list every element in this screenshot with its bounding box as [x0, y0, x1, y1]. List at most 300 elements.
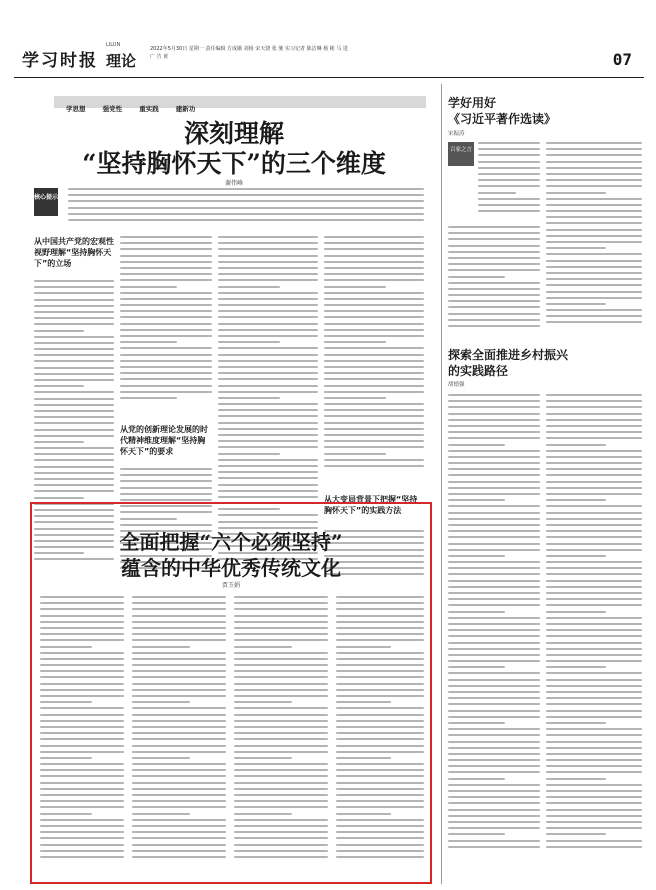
text-line	[40, 602, 124, 604]
text-line	[34, 478, 114, 480]
text-line	[234, 633, 328, 635]
text-line	[336, 676, 424, 678]
text-line	[478, 179, 540, 181]
text-line	[546, 629, 642, 631]
text-line	[68, 213, 424, 215]
text-line	[546, 536, 642, 538]
text-line	[448, 778, 505, 780]
text-line	[546, 297, 642, 299]
text-line	[40, 639, 124, 641]
text-line	[120, 242, 212, 244]
text-line	[218, 310, 318, 312]
text-line	[448, 815, 540, 817]
text-line	[448, 666, 505, 668]
text-line	[132, 658, 226, 660]
text-line	[546, 846, 642, 848]
text-line	[34, 360, 114, 362]
text-line	[324, 267, 424, 269]
text-line	[448, 586, 540, 588]
text-line	[324, 403, 424, 405]
text-line	[336, 837, 424, 839]
text-line	[448, 257, 540, 259]
text-line	[132, 683, 226, 685]
text-line	[132, 757, 190, 759]
text-line	[40, 596, 124, 598]
text-line	[336, 639, 424, 641]
text-line	[120, 323, 212, 325]
text-line	[132, 714, 226, 716]
text-line	[218, 323, 318, 325]
text-line	[132, 627, 226, 629]
text-line	[324, 323, 424, 325]
text-line	[234, 615, 328, 617]
article1-section-head: 从大变局背景下把握“坚持胸怀天下”的实践方法	[324, 495, 418, 515]
text-line	[120, 279, 212, 281]
text-line	[34, 391, 114, 393]
text-line	[40, 831, 124, 833]
text-line	[324, 273, 424, 275]
text-line	[218, 273, 318, 275]
text-line	[324, 391, 424, 393]
text-line	[478, 161, 540, 163]
text-line	[546, 728, 642, 730]
text-line	[546, 431, 642, 433]
text-line	[448, 549, 540, 551]
text-line	[546, 543, 642, 545]
text-line	[336, 769, 424, 771]
text-line	[132, 701, 190, 703]
text-line	[120, 329, 212, 331]
rural-article-col2	[546, 394, 642, 874]
text-line	[132, 763, 226, 765]
text-line	[132, 800, 226, 802]
text-line	[40, 720, 124, 722]
text-line	[132, 689, 226, 691]
text-line	[40, 850, 124, 852]
text-line	[120, 267, 212, 269]
text-line	[546, 185, 642, 187]
text-line	[34, 354, 114, 356]
text-line	[478, 142, 540, 144]
text-line	[324, 286, 386, 288]
text-line	[218, 446, 318, 448]
text-line	[336, 707, 424, 709]
text-line	[120, 493, 212, 495]
text-line	[34, 379, 114, 381]
text-line	[336, 664, 424, 666]
text-line	[336, 850, 424, 852]
text-line	[448, 697, 540, 699]
text-line	[336, 732, 424, 734]
text-line	[546, 611, 606, 613]
text-line	[546, 753, 642, 755]
text-line	[324, 372, 424, 374]
text-line	[448, 462, 540, 464]
text-line	[120, 378, 212, 380]
text-line	[448, 319, 540, 321]
text-line	[40, 788, 124, 790]
text-line	[448, 245, 540, 247]
text-line	[218, 292, 318, 294]
text-line	[218, 354, 318, 356]
text-line	[546, 512, 642, 514]
column-divider	[441, 84, 442, 884]
text-line	[546, 487, 642, 489]
text-line	[234, 850, 328, 852]
text-line	[478, 192, 516, 194]
text-line	[546, 604, 642, 606]
text-line	[448, 827, 540, 829]
book-article-byline: 宋振涛	[448, 131, 465, 137]
text-line	[448, 306, 540, 308]
text-line	[40, 806, 124, 808]
text-line	[448, 555, 505, 557]
text-line	[448, 833, 505, 835]
text-line	[336, 844, 424, 846]
text-line	[448, 617, 540, 619]
text-line	[336, 757, 391, 759]
text-line	[546, 148, 642, 150]
text-line	[448, 747, 540, 749]
text-line	[448, 444, 505, 446]
text-line	[120, 248, 212, 250]
tag-label: 建新功	[175, 105, 196, 113]
text-line	[324, 446, 424, 448]
text-line	[34, 484, 114, 486]
text-line	[448, 232, 540, 234]
text-line	[40, 738, 124, 740]
text-line	[546, 278, 642, 280]
text-line	[234, 658, 328, 660]
text-line	[120, 354, 212, 356]
text-line	[448, 288, 540, 290]
text-line	[546, 468, 642, 470]
text-line	[546, 840, 642, 842]
text-line	[40, 775, 124, 777]
text-line	[218, 453, 280, 455]
text-line	[34, 292, 114, 294]
text-line	[218, 422, 318, 424]
text-line	[448, 512, 540, 514]
text-line	[234, 627, 328, 629]
text-line	[546, 827, 642, 829]
article1-lead	[68, 188, 424, 230]
text-line	[218, 378, 318, 380]
text-line	[234, 745, 328, 747]
text-line	[324, 261, 424, 263]
text-line	[324, 248, 424, 250]
text-line	[218, 242, 318, 244]
right-column	[446, 84, 644, 884]
text-line	[218, 248, 318, 250]
text-line	[336, 813, 391, 815]
text-line	[132, 837, 226, 839]
text-line	[40, 751, 124, 753]
text-line	[34, 404, 114, 406]
text-line	[40, 837, 124, 839]
text-line	[218, 490, 318, 492]
text-line	[448, 499, 505, 501]
text-line	[336, 714, 424, 716]
text-line	[218, 304, 318, 306]
text-line	[478, 210, 540, 212]
text-line	[546, 666, 606, 668]
text-line	[546, 660, 642, 662]
text-line	[336, 819, 424, 821]
text-line	[132, 819, 226, 821]
text-line	[218, 465, 318, 467]
article2-title[interactable]: 全面把握“六个必须坚持”	[119, 530, 343, 554]
text-line	[40, 819, 124, 821]
text-line	[546, 462, 642, 464]
text-line	[336, 751, 424, 753]
text-line	[120, 286, 177, 288]
text-line	[546, 821, 642, 823]
text-line	[546, 567, 642, 569]
text-line	[34, 348, 114, 350]
book-article-title[interactable]: 学好用好	[448, 96, 497, 110]
rural-article-title[interactable]: 探索全面推进乡村振兴	[448, 348, 569, 362]
text-line	[448, 722, 505, 724]
text-line	[546, 747, 642, 749]
article1-section-head: 从中国共产党的宏观性视野理解“坚持胸怀天下”的立场	[34, 237, 114, 268]
text-line	[40, 800, 124, 802]
text-line	[448, 505, 540, 507]
text-line	[40, 627, 124, 629]
text-line	[132, 670, 226, 672]
text-line	[234, 602, 328, 604]
text-line	[448, 784, 540, 786]
text-line	[218, 329, 318, 331]
text-line	[234, 639, 328, 641]
text-line	[448, 703, 540, 705]
text-line	[132, 596, 226, 598]
text-line	[546, 790, 642, 792]
text-line	[546, 291, 642, 293]
text-line	[234, 813, 292, 815]
text-line	[132, 646, 190, 648]
text-line	[546, 592, 642, 594]
text-line	[34, 472, 114, 474]
text-line	[546, 642, 642, 644]
text-line	[218, 267, 318, 269]
text-line	[448, 263, 540, 265]
text-line	[448, 710, 540, 712]
text-line	[546, 815, 642, 817]
text-line	[68, 219, 424, 221]
article2-body-col1	[40, 596, 124, 876]
text-line	[324, 465, 424, 467]
article1-title[interactable]: 深刻理解	[183, 119, 284, 148]
text-line	[132, 769, 226, 771]
text-line	[132, 806, 226, 808]
text-line	[546, 741, 642, 743]
text-line	[40, 676, 124, 678]
text-line	[132, 794, 226, 796]
text-line	[546, 179, 642, 181]
text-line	[218, 347, 318, 349]
text-line	[234, 800, 328, 802]
text-line	[448, 716, 540, 718]
text-line	[132, 726, 226, 728]
text-line	[234, 757, 292, 759]
text-line	[546, 235, 642, 237]
text-line	[546, 419, 642, 421]
text-line	[40, 701, 92, 703]
core-tip-icon: 核心提示	[34, 188, 58, 216]
text-line	[218, 261, 318, 263]
text-line	[34, 447, 114, 449]
text-line	[546, 549, 642, 551]
text-line	[120, 310, 212, 312]
text-line	[324, 453, 386, 455]
text-line	[234, 676, 328, 678]
text-line	[336, 627, 424, 629]
text-line	[336, 856, 424, 858]
text-line	[448, 592, 540, 594]
text-line	[324, 360, 424, 362]
text-line	[336, 745, 424, 747]
text-line	[448, 771, 540, 773]
text-line	[120, 316, 212, 318]
text-line	[336, 738, 424, 740]
text-line	[132, 775, 226, 777]
text-line	[546, 204, 642, 206]
text-line	[218, 440, 318, 442]
text-line	[448, 660, 540, 662]
article2-title[interactable]: 蕴含的中华优秀传统文化	[121, 556, 341, 580]
text-line	[132, 602, 226, 604]
text-line	[132, 856, 226, 858]
text-line	[132, 664, 226, 666]
text-line	[448, 282, 540, 284]
text-line	[546, 474, 642, 476]
text-line	[336, 720, 424, 722]
text-line	[34, 441, 84, 443]
text-line	[546, 654, 642, 656]
text-line	[132, 745, 226, 747]
text-line	[218, 279, 318, 281]
text-line	[218, 360, 318, 362]
text-line	[120, 304, 212, 306]
text-line	[40, 670, 124, 672]
text-line	[234, 646, 292, 648]
text-line	[40, 825, 124, 827]
text-line	[218, 335, 318, 337]
text-line	[218, 484, 318, 486]
issue-meta: 2022年5月30日 星期一 责任编辑 方成娥 刘杨 宋天骁 张 驰 实习记者 陈洁琳 杨 彬 马 进 广 告 黄	[150, 46, 348, 60]
text-line	[448, 759, 540, 761]
text-line	[448, 400, 540, 402]
text-line	[448, 406, 540, 408]
text-line	[234, 751, 328, 753]
text-line	[448, 765, 540, 767]
text-line	[40, 646, 92, 648]
text-line	[448, 300, 540, 302]
tag-label: 强党性	[102, 105, 123, 113]
text-line	[546, 444, 606, 446]
text-line	[448, 493, 540, 495]
text-line	[448, 654, 540, 656]
text-line	[546, 315, 642, 317]
text-line	[448, 530, 540, 532]
text-line	[234, 670, 328, 672]
text-line	[546, 679, 642, 681]
text-line	[40, 633, 124, 635]
text-line	[546, 505, 642, 507]
text-line	[546, 241, 642, 243]
text-line	[478, 185, 540, 187]
text-line	[448, 269, 540, 271]
text-line	[234, 596, 328, 598]
text-line	[546, 406, 642, 408]
text-line	[234, 714, 328, 716]
article1-tagbar	[54, 96, 426, 113]
text-line	[546, 784, 642, 786]
text-line	[546, 672, 642, 674]
text-line	[336, 775, 424, 777]
article1-title[interactable]: “坚持胸怀天下”的三个维度	[82, 149, 386, 178]
text-line	[448, 840, 540, 842]
text-line	[40, 664, 124, 666]
article1-section-head: 从党的创新理论发展的时代精神维度理解“坚持胸怀天下”的要求	[120, 425, 208, 456]
text-line	[448, 802, 540, 804]
text-line	[336, 689, 424, 691]
text-line	[34, 342, 114, 344]
article2-body-col4	[336, 596, 424, 876]
text-line	[132, 751, 226, 753]
text-line	[546, 321, 642, 323]
text-line	[218, 434, 318, 436]
text-line	[546, 771, 642, 773]
text-line	[546, 518, 642, 520]
text-line	[34, 410, 114, 412]
text-line	[448, 821, 540, 823]
text-line	[34, 497, 84, 499]
text-line	[120, 236, 212, 238]
text-line	[234, 695, 328, 697]
text-line	[336, 615, 424, 617]
text-line	[546, 266, 642, 268]
text-line	[324, 440, 424, 442]
text-line	[546, 598, 642, 600]
text-line	[324, 354, 424, 356]
text-line	[324, 329, 424, 331]
newspaper-header	[14, 38, 644, 78]
text-line	[546, 561, 642, 563]
text-line	[234, 788, 328, 790]
text-line	[336, 831, 424, 833]
text-line	[34, 336, 114, 338]
text-line	[218, 298, 318, 300]
text-line	[40, 813, 92, 815]
text-line	[120, 292, 212, 294]
text-line	[120, 360, 212, 362]
text-line	[40, 621, 124, 623]
text-line	[120, 261, 212, 263]
book-article-title[interactable]: 《习近平著作选读》	[448, 112, 557, 126]
text-line	[546, 778, 606, 780]
text-line	[132, 831, 226, 833]
rural-article-title[interactable]: 的实践路径	[448, 364, 509, 378]
text-line	[546, 635, 642, 637]
text-line	[234, 782, 328, 784]
text-line	[448, 567, 540, 569]
text-line	[546, 192, 606, 194]
text-line	[234, 608, 328, 610]
text-line	[546, 833, 606, 835]
text-line	[546, 580, 642, 582]
